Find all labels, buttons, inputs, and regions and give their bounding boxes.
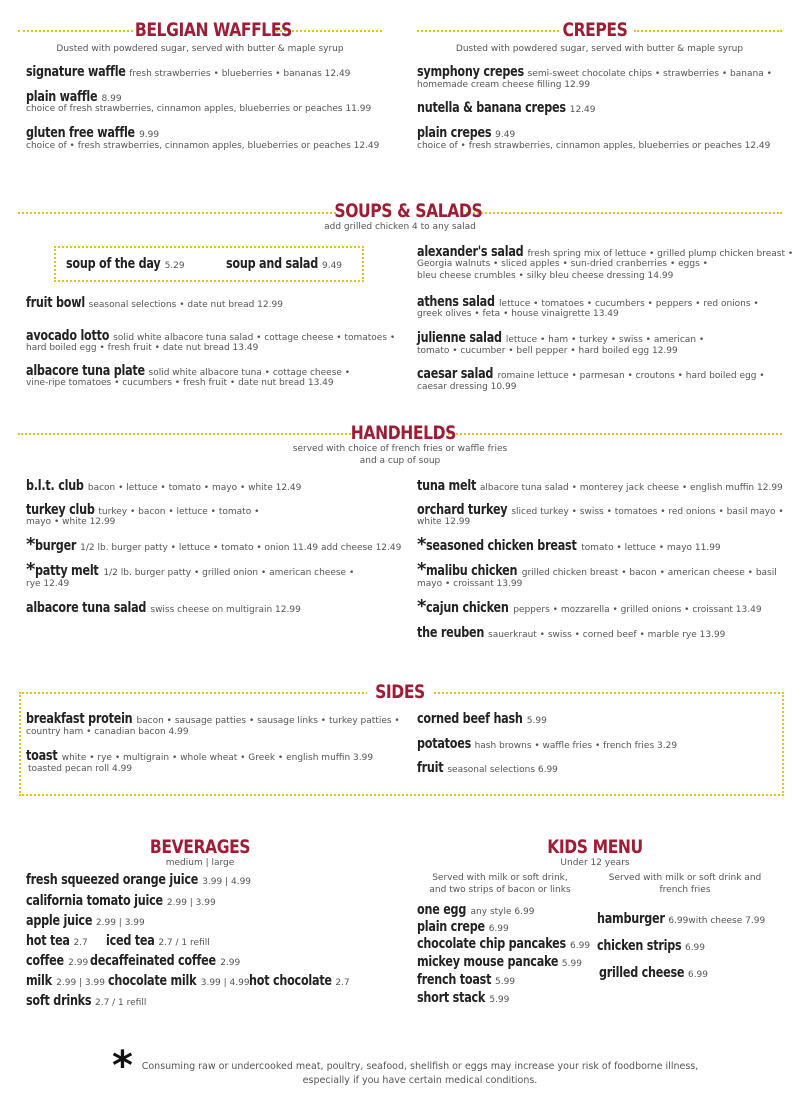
menu-item: [26, 64, 350, 81]
item-desc: sliced turkey • swiss • tomatoes • red onions • basil mayo •: [511, 507, 784, 517]
menu-item: [417, 502, 784, 519]
item-name: the reuben: [417, 625, 485, 641]
item-price: 2.7 / 1 refill: [94, 998, 147, 1008]
menu-item: [599, 965, 708, 982]
item-desc: swiss cheese on multigrain 12.99: [150, 605, 301, 615]
item-desc: solid white albacore tuna • cottage cheese •: [148, 368, 351, 378]
handhelds-subtitle-2: and a cup of soup: [359, 456, 441, 466]
item-desc: seasonal selections 6.99: [447, 765, 558, 775]
item-desc: vine-ripe tomatoes • cucumbers • fresh fruit • date nut bread 13.49: [26, 378, 334, 388]
item-name: breakfast protein: [26, 711, 133, 727]
item-desc: homemade cream cheese filling 12.99: [417, 80, 591, 90]
item-price: 2.99: [220, 958, 241, 968]
item-desc: white • rye • multigrain • whole wheat • Greek • english muffin 3.99: [61, 753, 374, 763]
item-name: milk: [26, 973, 52, 989]
menu-item: [417, 125, 515, 142]
item-name: one egg: [417, 902, 467, 918]
item-name: french toast: [417, 972, 492, 988]
handhelds-subtitle: served with choice of french fries or waffle fries: [292, 444, 508, 454]
item-extra: with cheese 7.99: [688, 916, 766, 926]
item-name: gluten free waffle: [26, 125, 135, 141]
item-desc: choice of • fresh strawberries, cinnamon apples, blueberries or peaches 12.49: [417, 141, 771, 151]
item-name: b.l.t. club: [26, 478, 84, 494]
handhelds-title: HANDHELDS: [350, 422, 456, 444]
item-name: cajun chicken: [426, 600, 509, 616]
item-name: alexander's salad: [417, 244, 524, 260]
item-desc: tomato • cucumber • bell pepper • hard boiled egg 12.99: [417, 346, 678, 356]
asterisk-icon: *: [112, 1043, 133, 1089]
item-name: fresh squeezed orange juice: [26, 872, 199, 888]
item-desc: romaine lettuce • parmesan • croutons • hard boiled egg •: [497, 371, 765, 381]
item-price: 9.99: [139, 130, 160, 140]
item-name: symphony crepes: [417, 64, 524, 80]
menu-item: [26, 559, 355, 580]
menu-item: [417, 736, 677, 753]
item-price: 9.49: [321, 261, 343, 271]
item-price: 5.99: [495, 977, 516, 987]
beverage-row: [106, 933, 210, 950]
beverage-row: [26, 953, 88, 970]
menu-item: [26, 534, 402, 555]
beverage-row: [26, 973, 105, 990]
menu-item: [417, 625, 725, 642]
beverage-row: [249, 973, 350, 990]
item-name: potatoes: [417, 736, 472, 752]
beverage-row: [26, 933, 88, 950]
item-desc: tomato • lettuce • mayo 11.99: [581, 543, 721, 553]
menu-item: [417, 954, 582, 971]
menu-item: [417, 478, 783, 495]
menu-item: [417, 100, 595, 117]
item-price: 3.99 | 4.99: [202, 877, 252, 887]
beverages-subtitle: medium | large: [165, 858, 235, 868]
item-desc: lettuce • tomatoes • cucumbers • peppers • red onions •: [499, 299, 759, 309]
item-name: grilled cheese: [599, 965, 685, 981]
menu-item: [597, 911, 765, 928]
item-desc: choice of fresh strawberries, cinnamon apples, blueberries or peaches 11.99: [26, 104, 372, 114]
item-name: decaffeinated coffee: [90, 953, 216, 969]
item-price: 9.49: [495, 130, 516, 140]
beverage-row: [108, 973, 250, 990]
menu-item: [26, 600, 301, 617]
kids-left-note-2: and two strips of bacon or links: [429, 885, 571, 895]
footer-warning-line1: Consuming raw or undercooked meat, poultry, seafood, shellfish or eggs may increase your risk of foodborne illness,: [141, 1061, 699, 1072]
footer-warning-line2: especially if you have certain medical conditions.: [302, 1075, 538, 1086]
item-price: 6.99: [687, 970, 708, 980]
item-price: 2.99 | 3.99: [56, 978, 105, 988]
menu-item: [26, 478, 301, 495]
item-name: albacore tuna salad: [26, 600, 147, 616]
item-name: fruit bowl: [26, 295, 85, 311]
item-desc: hard boiled egg • fresh fruit • date nut bread 13.49: [26, 343, 259, 353]
beverage-row: [90, 953, 240, 970]
item-desc: seasonal selections • date nut bread 12.99: [88, 300, 283, 310]
item-desc: caesar dressing 10.99: [417, 382, 517, 392]
item-desc: fresh strawberries • blueberries • bananas 12.49: [129, 69, 351, 79]
kids-title: KIDS MENU: [547, 836, 643, 858]
item-name: coffee: [26, 953, 64, 969]
item-desc: lettuce • ham • turkey • swiss • american •: [505, 335, 705, 345]
item-desc: bacon • sausage patties • sausage links • turkey patties •: [136, 716, 400, 726]
kids-left-note: Served with milk or soft drink,: [432, 873, 568, 883]
item-name: plain waffle: [26, 89, 98, 105]
item-name: california tomato juice: [26, 893, 163, 909]
item-name: chocolate chip pancakes: [417, 936, 566, 952]
item-name: iced tea: [106, 933, 155, 949]
crepes-title: CREPES: [562, 19, 628, 41]
item-name: avocado lotto: [26, 328, 110, 344]
beverage-row: [26, 913, 145, 930]
item-name: soft drinks: [26, 993, 92, 1009]
item-desc: hash browns • waffle fries • french fries 3.29: [474, 741, 678, 751]
kids-subtitle: Under 12 years: [560, 858, 630, 868]
menu-item: [417, 64, 772, 81]
beverage-row: [26, 993, 146, 1010]
star-icon: *: [26, 534, 36, 555]
item-name: soup and salad: [226, 256, 318, 272]
soups-subtitle: add grilled chicken 4 to any salad: [324, 222, 476, 232]
item-name: malibu chicken: [426, 563, 518, 579]
menu-item: [26, 748, 373, 765]
menu-item: [26, 125, 159, 142]
kids-right-note-2: french fries: [659, 885, 711, 895]
item-name: caesar salad: [417, 366, 494, 382]
star-icon: *: [417, 534, 427, 555]
menu-item: [417, 559, 777, 580]
item-name: albacore tuna plate: [26, 363, 145, 379]
item-name: signature waffle: [26, 64, 126, 80]
item-price: 12.49: [569, 105, 596, 115]
menu-item: [597, 938, 705, 955]
item-desc: albacore tuna salad • monterey jack cheese • english muffin 12.99: [479, 483, 783, 493]
item-desc: mayo • croissant 13.99: [417, 579, 523, 589]
item-price: 2.99 | 3.99: [95, 918, 145, 928]
beverages-title: BEVERAGES: [149, 836, 251, 858]
item-name: orchard turkey: [417, 502, 508, 518]
item-desc: choice of • fresh strawberries, cinnamon apples, blueberries or peaches 12.49: [26, 141, 380, 151]
sides-title: SIDES: [367, 681, 433, 703]
item-price: 6.99: [488, 924, 509, 934]
item-name: turkey club: [26, 502, 95, 518]
item-price: 6.99: [668, 916, 689, 926]
item-price: 5.99: [526, 716, 547, 726]
menu-item: [417, 711, 547, 728]
menu-item: [417, 760, 558, 777]
star-icon: *: [417, 596, 427, 617]
item-desc: mayo • white 12.99: [26, 517, 116, 527]
crepes-subtitle: Dusted with powdered sugar, served with butter & maple syrup: [455, 44, 744, 54]
item-name: hamburger: [597, 911, 665, 927]
menu-item: [417, 936, 590, 953]
item-desc: turkey • bacon • lettuce • tomato •: [98, 507, 260, 517]
item-name: short stack: [417, 990, 486, 1006]
item-name: chicken strips: [597, 938, 682, 954]
menu-item: [26, 711, 400, 728]
item-desc: sauerkraut • swiss • corned beef • marble rye 13.99: [488, 630, 726, 640]
menu-item: [417, 596, 762, 617]
item-name: athens salad: [417, 294, 495, 310]
item-desc: solid white albacore tuna salad • cottage cheese • tomatoes •: [113, 333, 396, 343]
menu-item: [66, 256, 185, 273]
beverage-row: [26, 872, 251, 889]
item-price: 2.7 / 1 refill: [158, 938, 210, 948]
item-price: 5.99: [561, 959, 582, 969]
beverage-row: [26, 893, 216, 910]
item-desc: white 12.99: [417, 517, 471, 527]
menu-item: [226, 256, 342, 273]
item-name: fruit: [417, 760, 444, 776]
item-price: 2.7: [335, 978, 350, 988]
menu-item: [26, 295, 283, 312]
item-price: any style 6.99: [470, 907, 535, 917]
item-desc: grilled chicken breast • bacon • american cheese • basil: [521, 568, 777, 578]
menu-item: [417, 972, 515, 989]
item-price: 8.99: [101, 94, 122, 104]
star-icon: *: [26, 559, 36, 580]
item-name: burger: [35, 538, 77, 554]
item-price: 2.7: [73, 938, 88, 948]
menu-item: [417, 330, 704, 347]
item-desc: greek olives • feta • house vinaigrette 13.49: [417, 309, 619, 319]
item-desc: peppers • mozzarella • grilled onions • croissant 13.49: [513, 605, 762, 615]
item-price: 3.99 | 4.99: [200, 978, 250, 988]
item-price: 5.29: [164, 261, 185, 271]
item-name: apple juice: [26, 913, 93, 929]
item-name: corned beef hash: [417, 711, 523, 727]
star-icon: *: [417, 559, 427, 580]
item-price: 6.99: [570, 941, 591, 951]
menu-item: [417, 366, 765, 383]
item-desc: semi-sweet chocolate chips • strawberries • banana •: [527, 69, 772, 79]
menu-item: [417, 534, 721, 555]
item-name: mickey mouse pancake: [417, 954, 559, 970]
item-name: plain crepes: [417, 125, 492, 141]
item-desc: 1/2 lb. burger patty • grilled onion • american cheese •: [103, 568, 355, 578]
item-desc: rye 12.49: [26, 579, 70, 589]
menu-item: [417, 919, 509, 936]
item-desc: toasted pecan roll 4.99: [28, 764, 133, 774]
item-name: patty melt: [35, 563, 99, 579]
item-price: 6.99: [684, 943, 706, 953]
item-price: 5.99: [489, 995, 510, 1005]
item-desc: Georgia walnuts • sliced apples • sun-dried cranberries • eggs •: [417, 259, 708, 269]
item-name: chocolate milk: [108, 973, 197, 989]
item-name: tuna melt: [417, 478, 477, 494]
item-name: seasoned chicken breast: [426, 538, 577, 554]
item-name: plain crepe: [417, 919, 485, 935]
kids-right-note: Served with milk or soft drink and: [608, 873, 762, 883]
item-price: 2.99 | 3.99: [166, 898, 216, 908]
soups-title: SOUPS & SALADS: [334, 200, 483, 222]
item-desc: country ham • canadian bacon 4.99: [26, 727, 189, 737]
item-name: hot tea: [26, 933, 70, 949]
item-desc: 1/2 lb. burger patty • lettuce • tomato • onion 11.49 add cheese 12.49: [80, 543, 402, 553]
menu-item: [417, 990, 509, 1007]
menu-item: [417, 902, 534, 919]
item-desc: bleu cheese crumbles • silky bleu cheese dressing 14.99: [417, 271, 674, 281]
item-desc: bacon • lettuce • tomato • mayo • white 12.49: [87, 483, 302, 493]
waffles-title: BELGIAN WAFFLES: [134, 19, 292, 41]
item-name: hot chocolate: [249, 973, 332, 989]
item-price: 2.99: [68, 958, 89, 968]
waffles-subtitle: Dusted with powdered sugar, served with butter & maple syrup: [56, 44, 344, 54]
item-name: nutella & banana crepes: [417, 100, 566, 116]
item-name: soup of the day: [66, 256, 161, 272]
item-name: toast: [26, 748, 58, 764]
item-desc: fresh spring mix of lettuce • grilled plump chicken breast •: [527, 249, 794, 259]
item-name: julienne salad: [417, 330, 502, 346]
